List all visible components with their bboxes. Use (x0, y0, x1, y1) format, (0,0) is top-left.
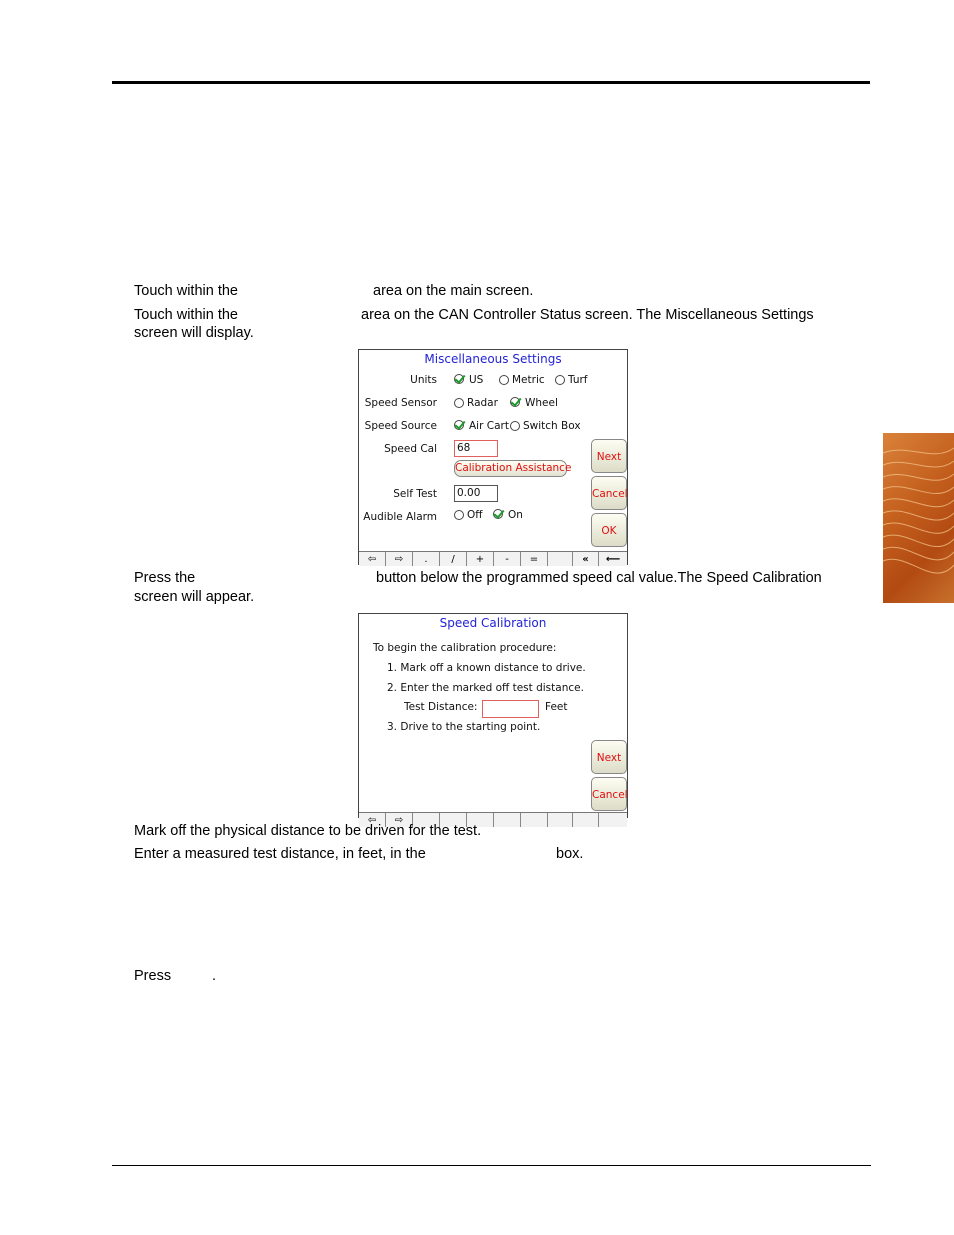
test-distance-label: Test Distance: (404, 701, 478, 713)
speed-source-aircart-option[interactable]: Air Cart (454, 420, 509, 432)
blank-key[interactable] (573, 813, 599, 827)
radio-icon (555, 375, 565, 385)
speed-cal-input[interactable]: 68 (454, 440, 498, 457)
step3-cont: screen will appear. (134, 589, 255, 605)
units-us-option[interactable]: US (454, 374, 483, 386)
section-tab-graphic (883, 433, 954, 603)
key-plus[interactable]: + (467, 552, 494, 566)
key-equals[interactable]: = (521, 552, 548, 566)
step2-pre: Touch within the (134, 307, 238, 323)
step1-post: area on the main screen. (373, 283, 534, 299)
step5-pre: Enter a measured test distance, in feet, in the (134, 846, 426, 862)
misc-settings-screen (358, 349, 628, 565)
radio-icon (454, 510, 464, 520)
radio-icon (510, 421, 520, 431)
self-test-input[interactable]: 0.00 (454, 485, 498, 502)
step6-post: . (212, 968, 217, 984)
checked-radio-icon (510, 397, 523, 408)
blank-key[interactable] (521, 813, 548, 827)
blank-key[interactable] (548, 552, 573, 566)
double-back-icon[interactable]: « (573, 552, 599, 566)
speed-source-switchbox-option[interactable]: Switch Box (510, 420, 581, 432)
speed-sensor-radar-option[interactable]: Radar (454, 397, 498, 409)
blank-key[interactable] (548, 813, 573, 827)
units-label: Units (410, 374, 437, 386)
checked-radio-icon (493, 509, 506, 520)
step2-cont: screen will display. (134, 325, 254, 341)
backspace-icon[interactable]: ⟵ (605, 554, 621, 565)
units-metric-option[interactable]: Metric (499, 374, 545, 386)
left-arrow-key[interactable]: ⇦ (359, 813, 386, 827)
audible-alarm-off-option[interactable]: Off (454, 509, 483, 521)
feet-unit-label: Feet (545, 701, 568, 713)
calibration-step-1: 1. Mark off a known distance to drive. (387, 662, 586, 674)
cancel-button[interactable]: Cancel (591, 777, 627, 811)
calibration-assistance-button[interactable]: Calibration Assistance (454, 460, 567, 477)
misc-settings-title: Miscellaneous Settings (424, 352, 562, 366)
step2-post: area on the CAN Controller Status screen. The Miscellaneous Settings (361, 307, 814, 323)
right-arrow-key[interactable]: ⇨ (386, 552, 413, 566)
next-button[interactable]: Next (591, 740, 627, 774)
left-arrow-key[interactable]: ⇦ (359, 552, 386, 566)
checked-radio-icon (454, 374, 467, 385)
blank-key[interactable] (494, 813, 521, 827)
right-arrow-key[interactable]: ⇨ (386, 813, 413, 827)
audible-alarm-on-option[interactable]: On (493, 509, 523, 521)
units-turf-option[interactable]: Turf (555, 374, 588, 386)
step3-post: button below the programmed speed cal value.The Speed Calibration (376, 570, 822, 586)
step6-pre: Press (134, 968, 172, 984)
ok-button[interactable]: OK (591, 513, 627, 547)
test-distance-input[interactable] (482, 700, 539, 718)
cancel-button[interactable]: Cancel (591, 476, 627, 510)
step5-post: box. (556, 846, 584, 862)
key-period[interactable]: . (413, 552, 440, 566)
self-test-label: Self Test (393, 488, 437, 500)
next-button[interactable]: Next (591, 439, 627, 473)
speed-sensor-label: Speed Sensor (364, 397, 437, 409)
calibration-step-2: 2. Enter the marked off test distance. (387, 682, 584, 694)
radio-icon (499, 375, 509, 385)
key-slash[interactable]: / (440, 552, 467, 566)
footer-rule (112, 1165, 871, 1166)
radio-icon (454, 398, 464, 408)
step4-text: Mark off the physical distance to be driven for the test. (134, 823, 482, 839)
step3-pre: Press the (134, 570, 196, 586)
keypad-toolbar (359, 551, 627, 566)
header-rule (112, 81, 870, 84)
calibration-intro: To begin the calibration procedure: (373, 642, 557, 654)
audible-alarm-label: Audible Alarm (363, 511, 437, 523)
speed-source-label: Speed Source (364, 420, 437, 432)
speed-cal-label: Speed Cal (384, 443, 437, 455)
speed-calibration-title: Speed Calibration (439, 616, 547, 630)
speed-calibration-screen (358, 613, 628, 826)
checked-radio-icon (454, 420, 467, 431)
calibration-step-3: 3. Drive to the starting point. (387, 721, 541, 733)
key-minus[interactable]: - (494, 552, 521, 566)
blank-key[interactable] (599, 813, 627, 827)
step1-pre: Touch within the (134, 283, 238, 299)
speed-sensor-wheel-option[interactable]: Wheel (510, 397, 558, 409)
